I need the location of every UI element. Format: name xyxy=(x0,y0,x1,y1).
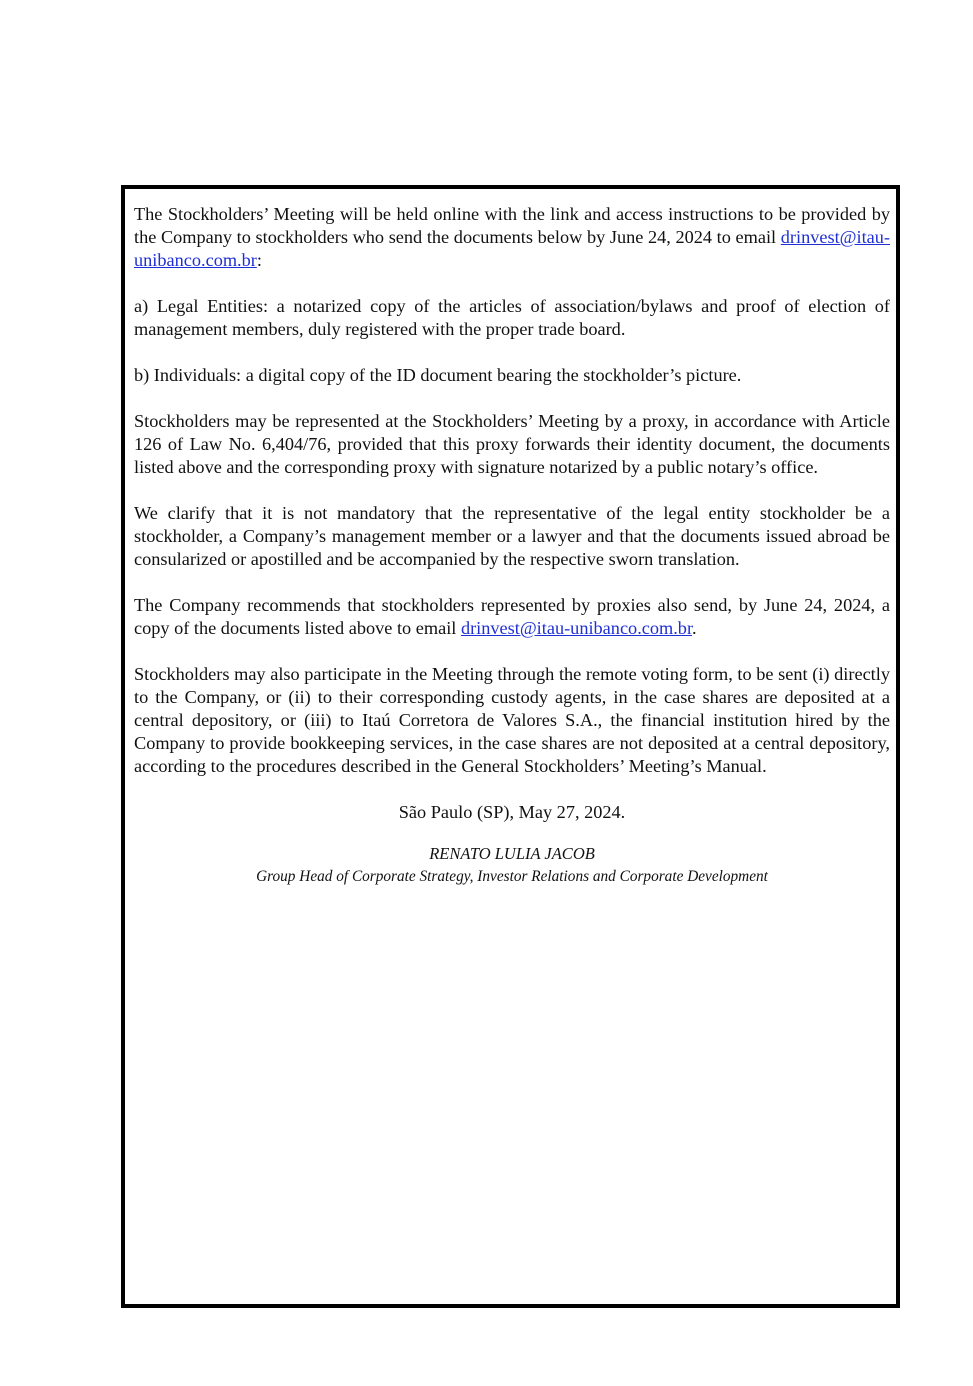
paragraph-legal-entities: a) Legal Entities: a notarized copy of the articles of association/bylaws and proof of election of management members, duly registered with the proper trade board. xyxy=(134,296,890,339)
signatory-name: RENATO LULIA JACOB xyxy=(429,844,595,863)
paragraph-recommendation-end: . xyxy=(692,618,697,638)
paragraph-individuals: b) Individuals: a digital copy of the ID document bearing the stockholder’s picture. xyxy=(134,365,742,385)
paragraph-remote-voting: Stockholders may also participate in the Meeting through the remote voting form, to be sent (i) directly to the Company, or (ii) to their corresponding custody agents, in the case shares are deposited at a central depository, or (iii) to Itaú Corretora de Valores S.A., the financial institution hired by the Company to provide bookkeeping services, in the case shares are not deposited at a central depository, according to the procedures described in the General Stockholders’ Meeting’s Manual. xyxy=(134,664,890,776)
paragraph-online-meeting-text: The Stockholders’ Meeting will be held online with the link and access instructions to be provided by the Company to stockholders who send the documents below by June 24, 2024 to email xyxy=(134,204,890,247)
paragraph-proxy: Stockholders may be represented at the Stockholders’ Meeting by a proxy, in accordance with Article 126 of Law No. 6,404/76, provided that this proxy forwards their identity document, the documents listed above and the corresponding proxy with signature notarized by a public notary’s office. xyxy=(134,411,890,477)
signatory-title: Group Head of Corporate Strategy, Investor Relations and Corporate Development xyxy=(256,868,768,885)
paragraph-online-meeting-end: : xyxy=(256,250,262,270)
email-link[interactable]: drinvest@itau-unibanco.com.br xyxy=(134,227,890,270)
notice-content xyxy=(134,203,890,888)
paragraph-recommendation xyxy=(134,594,890,640)
email-link-2[interactable]: drinvest@itau-unibanco.com.br xyxy=(460,618,693,638)
paragraph-clarification: We clarify that it is not mandatory that the representative of the legal entity stockholder be a stockholder, a Company’s management member or a lawyer and that the documents issued abroad be consularized or apostilled and be accompanied by the respective sworn translation. xyxy=(134,503,890,569)
paragraph-online-meeting xyxy=(134,203,890,272)
notice-frame xyxy=(121,185,900,1308)
place-date: São Paulo (SP), May 27, 2024. xyxy=(398,802,626,822)
paragraph-recommendation-text: The Company recommends that stockholders represented by proxies also send, by June 24, 2024, a copy of the documents listed above to email xyxy=(134,595,890,638)
